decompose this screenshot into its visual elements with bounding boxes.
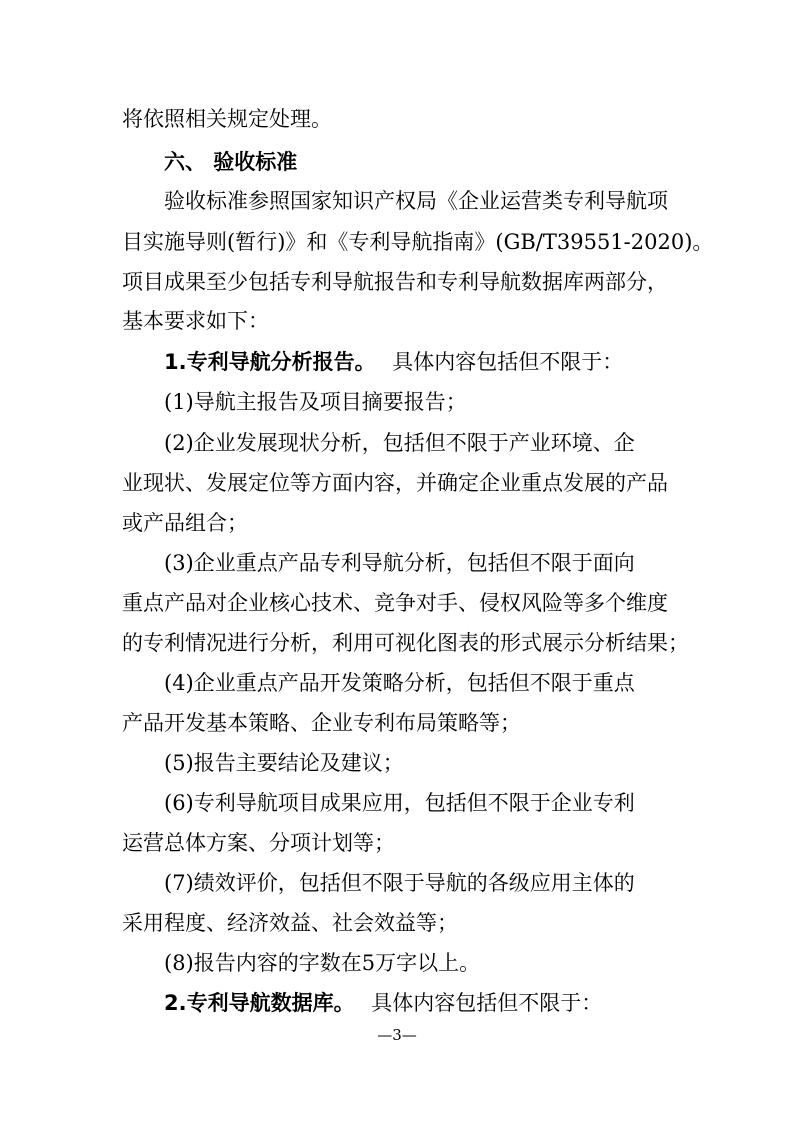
text-line: 项目成果至少包括专利导航报告和专利导航数据库两部分， (122, 270, 668, 294)
text-line: 产品开发基本策略、企业专利布局策略等； (122, 711, 521, 735)
list-item: (7)绩效评价，包括但不限于导航的各级应用主体的 (164, 871, 635, 895)
text-line: 或产品组合； (122, 511, 248, 535)
text-line: 将依照相关规定处理。 (122, 107, 332, 131)
subheading-line (164, 990, 602, 1016)
text-line: 重点产品对企业核心技术、竞争对手、侵权风险等多个维度 (122, 591, 668, 615)
text-line: 验收标准参照国家知识产权局《企业运营类专利导航项 (164, 189, 668, 213)
list-item: (1)导航主报告及项目摘要报告； (164, 390, 467, 414)
list-item: (8)报告内容的字数在5万字以上。 (164, 951, 481, 975)
subheading-line (164, 349, 623, 375)
subheading-2: 2.专利导航数据库。 (164, 991, 355, 1015)
list-item: (2)企业发展现状分析，包括但不限于产业环境、企 (164, 431, 635, 455)
text-line: 运营总体方案、分项计划等； (122, 831, 395, 855)
text-line: 业现状、发展定位等方面内容，并确定企业重点发展的产品 (122, 471, 668, 495)
page-number: —3— (377, 1026, 417, 1044)
text-line: 的专利情况进行分析，利用可视化图表的形式展示分析结果； (122, 631, 689, 655)
list-item: (6)专利导航项目成果应用，包括但不限于企业专利 (164, 791, 635, 815)
list-item: (3)企业重点产品专利导航分析，包括但不限于面向 (164, 551, 635, 575)
subheading-2-text: 具体内容包括但不限于： (371, 991, 603, 1015)
subheading-1-text: 具体内容包括但不限于： (392, 350, 624, 374)
subheading-1: 1.专利导航分析报告。 (164, 350, 376, 374)
text-line: 基本要求如下： (122, 309, 269, 333)
list-item: (4)企业重点产品开发策略分析，包括但不限于重点 (164, 671, 635, 695)
section-heading: 六、 验收标准 (164, 150, 298, 174)
text-line: 采用程度、经济效益、社会效益等； (122, 911, 458, 935)
text-line: 目实施导则(暂行)》和《专利导航指南》(GB/T39551-2020)。 (122, 230, 714, 254)
list-item: (5)报告主要结论及建议； (164, 751, 404, 775)
